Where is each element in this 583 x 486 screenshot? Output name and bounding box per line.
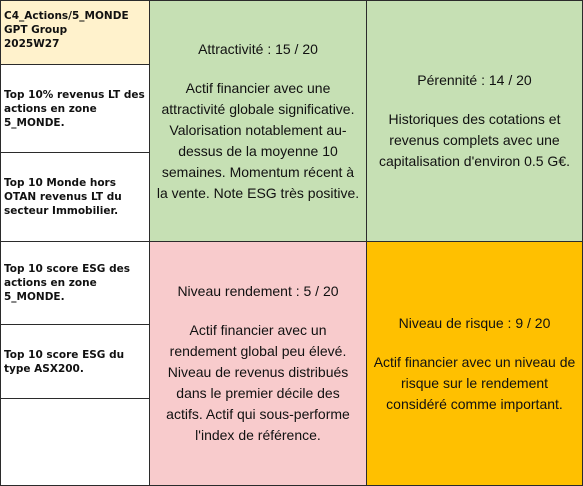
side-label-3 — [0, 241, 150, 325]
header-category: C4_Actions/5_MONDE — [4, 10, 129, 22]
attractivite-panel — [149, 0, 367, 242]
rendement-title: Niveau rendement : 5 / 20 — [177, 283, 339, 299]
side-label-text: Top 10 score ESG des actions en zone 5_MONDE. — [4, 263, 130, 303]
side-label-5 — [0, 398, 150, 486]
perennite-title: Pérennité : 14 / 20 — [417, 72, 532, 88]
risque-description: Actif financier avec un niveau de risque sur le rendement considéré comme important. — [373, 353, 576, 412]
rendement-panel — [149, 241, 367, 486]
side-label-4 — [0, 324, 150, 399]
risque-title: Niveau de risque : 9 / 20 — [398, 314, 551, 331]
side-label-text: Top 10 score ESG du type ASX200. — [4, 348, 125, 375]
header-asset-name: GPT Group — [4, 24, 68, 36]
attractivite-description: Actif financier avec une attractivité globale significative. Valorisation notablement au-dessus de la moyenne 10 semaines. Momentum récent à la vente. Note ESG très positive. — [156, 79, 360, 201]
perennite-description: Historiques des cotations et revenus complets avec une capitalisation d'environ 0.5 G€. — [378, 111, 570, 169]
rendement-description: Actif financier avec un rendement global peu élevé. Niveau de revenus distribués dans le premier décile des actifs. Actif qui sous-performe l'index de référence. — [166, 322, 350, 443]
asset-header — [0, 0, 150, 65]
side-label-1 — [0, 64, 150, 153]
header-week: 2025W27 — [4, 38, 60, 50]
side-label-text: Top 10 Monde hors OTAN revenus LT du secteur Immobilier. — [4, 177, 122, 217]
side-label-text: Top 10% revenus LT des actions en zone 5_MONDE. — [4, 88, 145, 129]
side-label-2 — [0, 152, 150, 242]
attractivite-title: Attractivité : 15 / 20 — [198, 40, 318, 57]
perennite-panel — [366, 0, 583, 242]
risque-panel — [366, 241, 583, 486]
